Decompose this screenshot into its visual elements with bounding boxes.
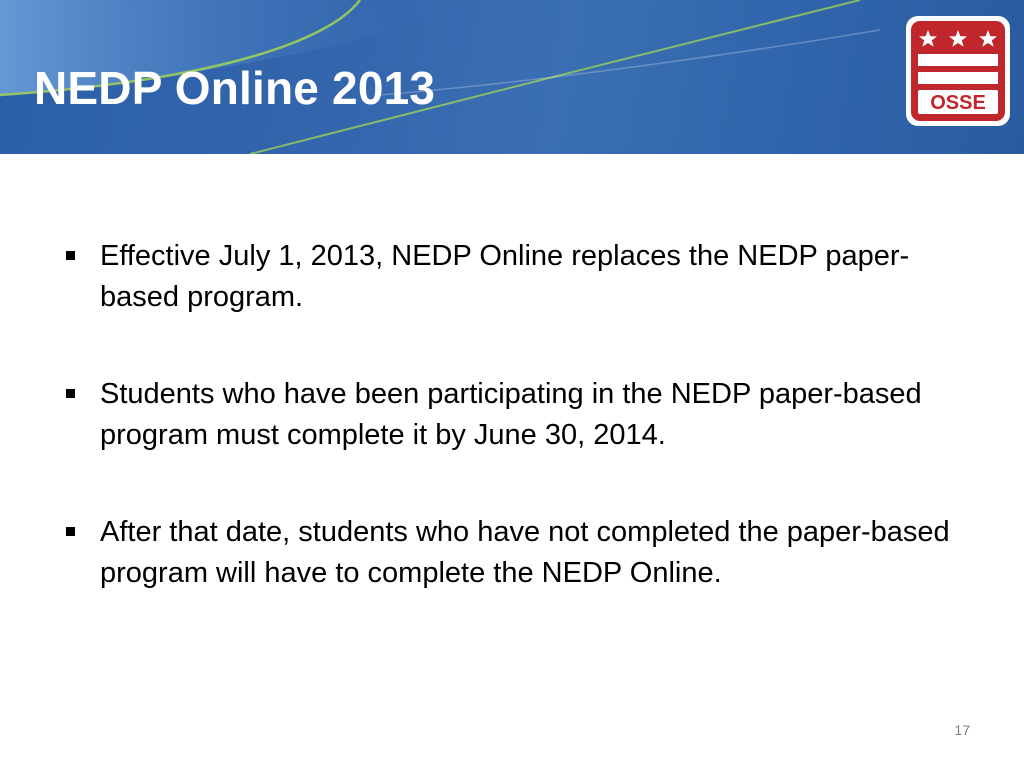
square-bullet-icon <box>66 251 75 260</box>
logo-stripe <box>918 72 998 84</box>
bullet-item <box>62 512 962 594</box>
slide-title: NEDP Online 2013 <box>34 62 436 114</box>
square-bullet-icon <box>66 389 75 398</box>
title-banner <box>0 0 1024 154</box>
logo-stripe <box>918 54 998 66</box>
square-bullet-icon <box>66 527 75 536</box>
osse-logo-icon <box>906 16 1010 126</box>
logo-text: OSSE <box>930 92 986 114</box>
bullet-text: After that date, students who have not completed the paper-based program will have to complete the NEDP Online. <box>100 516 950 589</box>
bullet-item <box>62 236 962 318</box>
bullet-list <box>62 236 962 650</box>
page-number: 17 <box>954 722 970 738</box>
bullet-text: Students who have been participating in the NEDP paper-based program must complete it by June 30, 2014. <box>100 378 922 451</box>
bullet-text: Effective July 1, 2013, NEDP Online replaces the NEDP paper-based program. <box>100 240 910 313</box>
bullet-item <box>62 374 962 456</box>
